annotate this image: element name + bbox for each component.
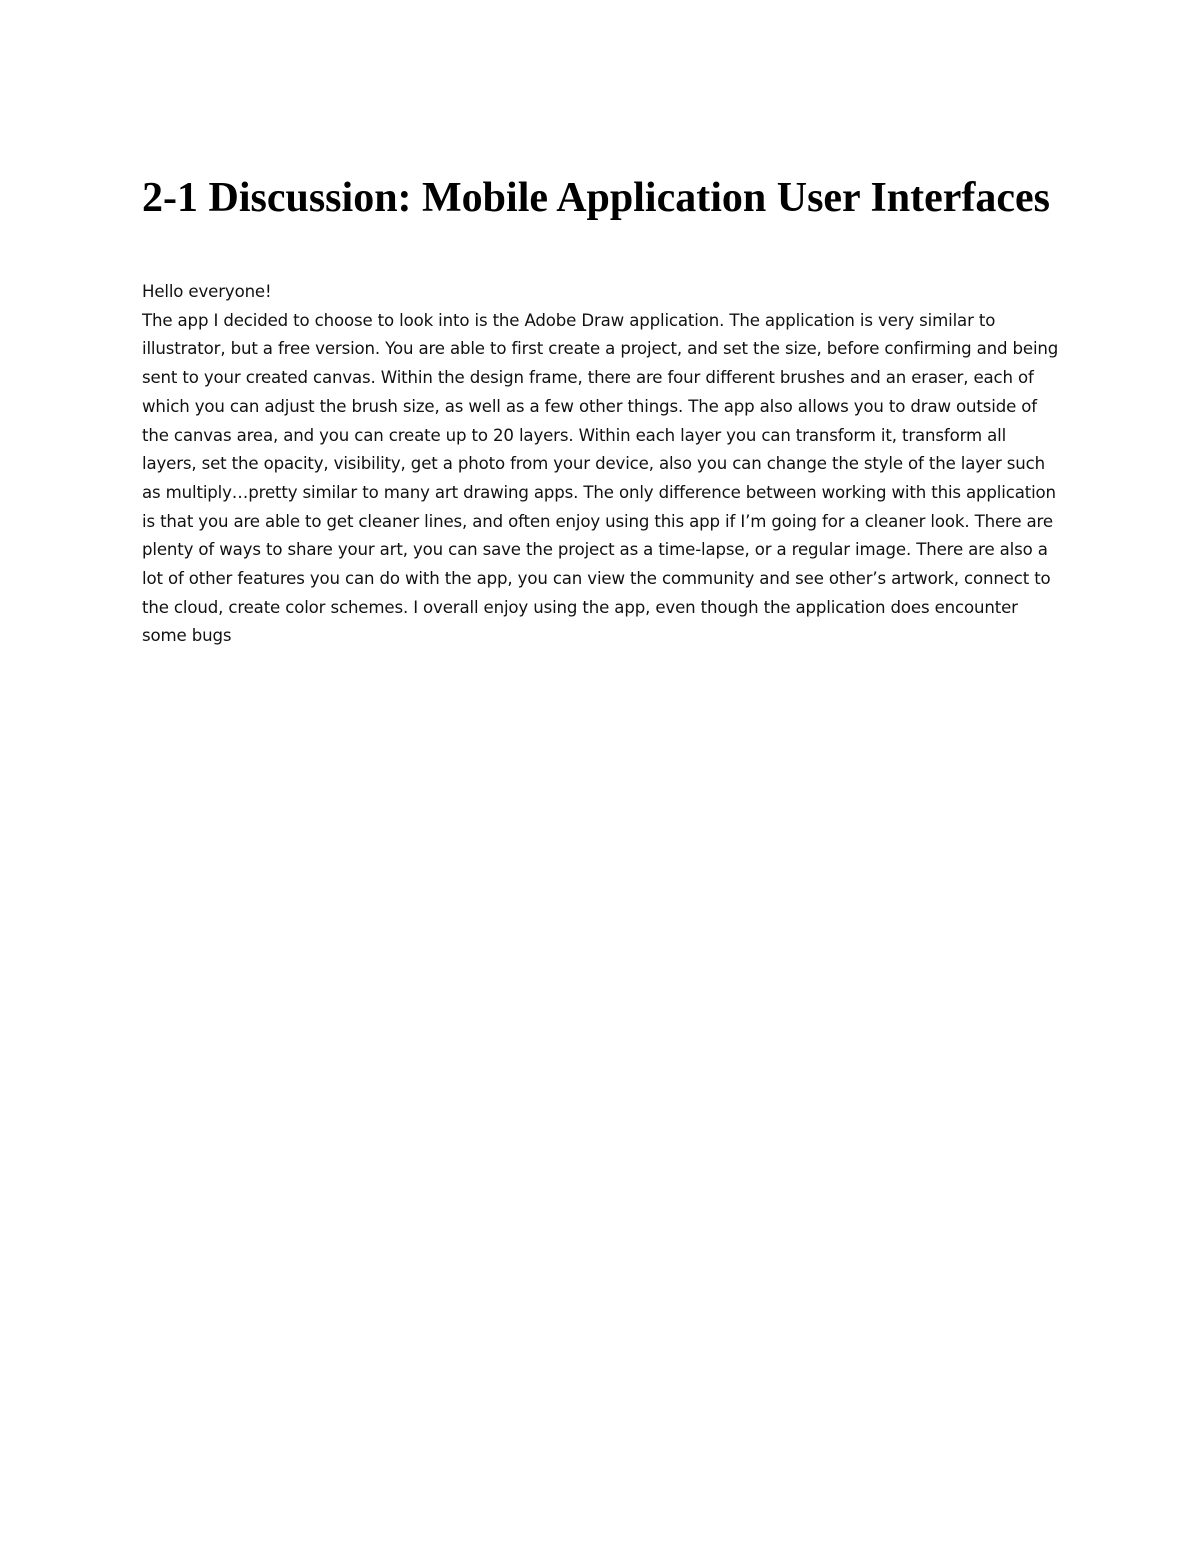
greeting-line: Hello everyone! [142, 282, 272, 301]
document-body [142, 278, 1062, 651]
discussion-paragraph: The app I decided to choose to look into is the Adobe Draw application. The application is very similar to illustrator, but a free version. You are able to first create a project, and set the size, before confirming and being sent to your created canvas. Within the design frame, there are four different brushes and an eraser, each of which you can adjust the brush size, as well as a few other things. The app also allows you to draw outside of the canvas area, and you can create up to 20 layers. Within each layer you can transform it, transform all layers, set the opacity, visibility, get a photo from your device, also you can change the style of the layer such as multiply…pretty similar to many art drawing apps. The only difference between working with this application is that you are able to get cleaner lines, and often enjoy using this app if I’m going for a cleaner look. There are plenty of ways to share your art, you can save the project as a time-lapse, or a regular image. There are also a lot of other features you can do with the app, you can view the community and see other’s artwork, connect to the cloud, create color schemes. I overall enjoy using the app, even though the application does encounter some bugs [142, 310, 1059, 646]
document-title: 2-1 Discussion: Mobile Application User Interfaces [142, 175, 1051, 221]
document-content [142, 172, 1062, 651]
